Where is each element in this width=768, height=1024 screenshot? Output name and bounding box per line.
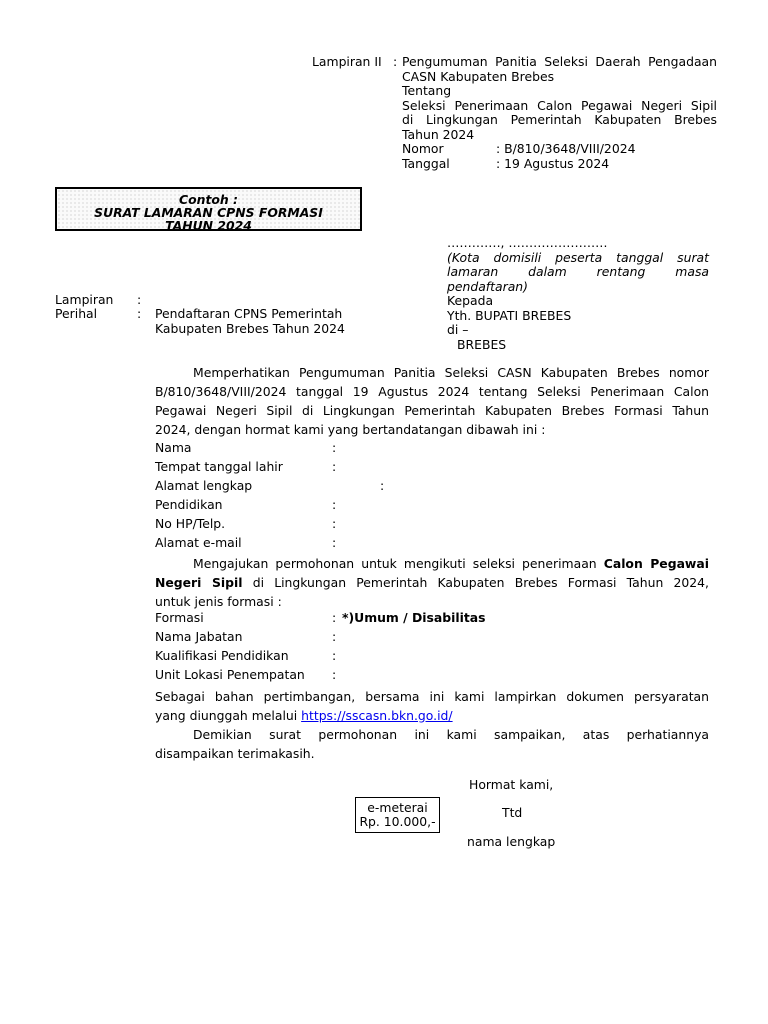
- meterai-line: Rp. 10.000,-: [359, 814, 436, 829]
- header-line: Tahun 2024: [402, 126, 475, 142]
- lampiran-header-colon: :: [393, 54, 398, 69]
- ttd-text: Ttd: [502, 805, 523, 820]
- tanggal-label: Tanggal: [402, 155, 450, 171]
- field-label-email: Alamat e-mail: [155, 535, 242, 550]
- attachment-line: [155, 706, 709, 725]
- field-label-ttl: Tempat tanggal lahir: [155, 459, 283, 474]
- lampiran-label: Lampiran: [55, 292, 114, 307]
- formasi-value: *)Umum / Disabilitas: [342, 610, 486, 625]
- addressee: Yth. BUPATI BREBES: [447, 307, 572, 323]
- request-line: [155, 573, 709, 592]
- field-label-nama: Nama: [155, 440, 192, 455]
- signature-greeting: Hormat kami,: [469, 777, 554, 792]
- request-text: Mengajukan permohonan untuk mengikuti seleksi penerimaan: [193, 556, 604, 571]
- field-colon: :: [332, 440, 337, 455]
- attachment-line: Sebagai bahan pertimbangan, bersama ini kami lampirkan dokumen persyaratan: [155, 689, 709, 704]
- perihal-colon: :: [137, 306, 142, 321]
- header-line: Seleksi Penerimaan Calon Pegawai Negeri Sipil: [402, 97, 717, 113]
- field-label-alamat: Alamat lengkap: [155, 478, 253, 493]
- perihal-line: Pendaftaran CPNS Pemerintah: [155, 306, 343, 321]
- kepada-text: Kepada: [447, 293, 494, 308]
- sscasn-link[interactable]: https://sscasn.bkn.go.id/: [301, 708, 453, 723]
- intro-paragraph: [155, 363, 709, 439]
- request-text: di Lingkungan Pemerintah Kabupaten Brebes Formasi Tahun 2024,: [242, 575, 709, 590]
- addressee-city: BREBES: [457, 336, 507, 352]
- e-meterai-box: [355, 797, 440, 833]
- request-paragraph: [155, 554, 709, 611]
- meterai-line: e-meterai: [367, 800, 428, 815]
- example-box-line: TAHUN 2024: [165, 218, 252, 233]
- tanggal-row: [402, 157, 717, 172]
- di-text: di –: [447, 322, 469, 337]
- header-line: di Lingkungan Pemerintah Kabupaten Brebes: [402, 112, 717, 127]
- field-colon: :: [332, 667, 337, 682]
- signature-name: nama lengkap: [467, 834, 556, 849]
- date-placeholder: …………., ……………………: [447, 235, 608, 250]
- lampiran-header-label: Lampiran II: [312, 54, 382, 69]
- intro-line: Pegawai Negeri Sipil di Lingkungan Pemerintah Kabupaten Brebes Formasi Tahun: [155, 403, 709, 418]
- request-line: untuk jenis formasi :: [155, 594, 282, 609]
- field-label-kualifikasi: Kualifikasi Pendidikan: [155, 648, 289, 663]
- perihal-value: [155, 307, 345, 336]
- request-bold: Negeri Sipil: [155, 575, 243, 590]
- intro-line: 2024, dengan hormat kami yang bertandatangan dibawah ini :: [155, 422, 546, 437]
- closing-line: disampaikan terimakasih.: [155, 746, 315, 761]
- lampiran-colon: :: [137, 292, 142, 307]
- field-colon: :: [332, 648, 337, 663]
- closing-line: Demikian surat permohonan ini kami sampaikan, atas perhatiannya: [193, 727, 709, 742]
- date-note-line: lamaran dalam rentang masa: [447, 264, 709, 279]
- field-label-unit: Unit Lokasi Penempatan: [155, 667, 305, 682]
- date-note-line: (Kota domisili peserta tanggal surat: [447, 249, 709, 265]
- header-line: CASN Kabupaten Brebes: [402, 68, 555, 84]
- lampiran-header-block: [402, 55, 717, 171]
- field-colon: :: [332, 497, 337, 512]
- nomor-label: Nomor: [402, 141, 444, 156]
- attachment-text: yang diunggah melalui: [155, 708, 302, 723]
- intro-line: Memperhatikan Pengumuman Panitia Seleksi CASN Kabupaten Brebes nomor: [193, 365, 709, 380]
- field-label-jabatan: Nama Jabatan: [155, 629, 243, 644]
- nomor-value: : B/810/3648/VIII/2024: [496, 141, 636, 156]
- field-label-formasi: Formasi: [155, 610, 204, 625]
- field-colon: :: [332, 629, 337, 644]
- nomor-row: [402, 142, 717, 157]
- field-colon: :: [332, 459, 337, 474]
- field-colon: :: [380, 478, 385, 493]
- perihal-label: Perihal: [55, 306, 98, 321]
- closing-paragraph: [155, 725, 709, 763]
- tanggal-value: : 19 Agustus 2024: [496, 155, 610, 171]
- request-bold: Calon Pegawai: [603, 556, 709, 571]
- field-label-pendidikan: Pendidikan: [155, 497, 223, 512]
- example-title-box: [55, 187, 362, 231]
- example-box-line: Contoh :: [179, 192, 238, 207]
- date-note-line: pendaftaran): [447, 278, 528, 294]
- field-colon: :: [332, 516, 337, 531]
- header-line: Pengumuman Panitia Seleksi Daerah Pengadaan: [402, 54, 717, 69]
- header-line: Tentang: [402, 83, 452, 98]
- field-colon: :: [332, 610, 337, 625]
- example-box-line: SURAT LAMARAN CPNS FORMASI: [94, 205, 323, 220]
- intro-line: B/810/3648/VIII/2024 tanggal 19 Agustus 2024 tentang Seleksi Penerimaan Calon: [155, 384, 709, 399]
- field-colon: :: [332, 535, 337, 550]
- date-addressee-block: [447, 236, 709, 352]
- request-line: [155, 554, 709, 573]
- attachment-paragraph: [155, 687, 709, 725]
- field-label-hp: No HP/Telp.: [155, 516, 226, 531]
- perihal-line: Kabupaten Brebes Tahun 2024: [155, 320, 345, 336]
